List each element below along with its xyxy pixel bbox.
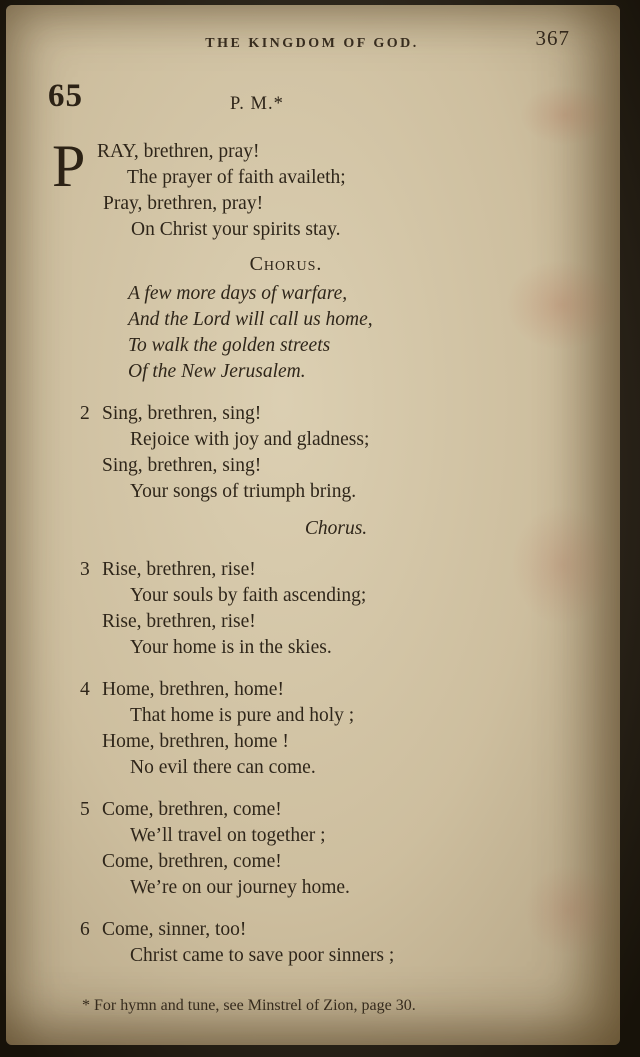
verse-line: Rise, brethren, rise! [102, 611, 256, 632]
verse-number: 5 [80, 799, 90, 820]
verse-3 [52, 557, 572, 661]
verse-line: Home, brethren, home ! [102, 731, 289, 752]
hymn-meter: P. M.* [230, 94, 284, 114]
verse-line: Your songs of triumph bring. [130, 481, 357, 502]
verse-number: 4 [80, 679, 90, 700]
hymn-header [48, 78, 572, 127]
chorus-line: Of the New Jerusalem. [128, 361, 306, 382]
hymn-number: 65 [48, 78, 83, 114]
book-page [6, 5, 620, 1045]
verse-1 [52, 133, 572, 243]
footnote: * For hymn and tune, see Minstrel of Zion, page 30. [82, 997, 416, 1014]
verse-line: Christ came to save poor sinners ; [130, 945, 395, 966]
verse-6 [52, 917, 572, 969]
verse-line: We’ll travel on together ; [130, 825, 326, 846]
verse-5 [52, 797, 572, 901]
running-title: THE KINGDOM OF GOD. [205, 36, 419, 51]
verse-line: That home is pure and holy ; [130, 705, 355, 726]
page-content [6, 5, 620, 1045]
verse-line: We’re on our journey home. [130, 877, 350, 898]
verse-line: Rise, brethren, rise! [102, 559, 256, 580]
verse-line: Rejoice with joy and gladness; [130, 429, 370, 450]
page-header [52, 5, 572, 57]
verse-line: Sing, brethren, sing! [102, 403, 262, 424]
verse-line: Your souls by faith ascending; [130, 585, 367, 606]
verse-number: 6 [80, 919, 90, 940]
verse-line: Sing, brethren, sing! [102, 455, 262, 476]
verse-line: No evil there can come. [130, 757, 316, 778]
dropcap-letter: P [52, 133, 86, 199]
verse-line: Home, brethren, home! [102, 679, 284, 700]
chorus-block [128, 281, 572, 385]
verse-line: Pray, brethren, pray! [103, 193, 264, 214]
verse-number: 2 [80, 403, 90, 424]
verse-line: Come, brethren, come! [102, 799, 282, 820]
verse-line: Come, sinner, too! [102, 919, 247, 940]
chorus-line: And the Lord will call us home, [128, 309, 373, 330]
verse-line: The prayer of faith availeth; [127, 167, 346, 188]
verse-4 [52, 677, 572, 781]
verse-line: RAY, brethren, pray! [97, 141, 260, 162]
chorus-reference: Chorus. [304, 518, 368, 539]
chorus-line: To walk the golden streets [128, 335, 331, 356]
verse-2 [52, 401, 572, 505]
verse-number: 3 [80, 559, 90, 580]
verse-line: Your home is in the skies. [130, 637, 332, 658]
verse-line: On Christ your spirits stay. [131, 219, 341, 240]
chorus-heading: Chorus. [249, 253, 323, 275]
verse-line: Come, brethren, come! [102, 851, 282, 872]
page-number: 367 [535, 26, 570, 50]
chorus-line: A few more days of warfare, [128, 283, 348, 304]
